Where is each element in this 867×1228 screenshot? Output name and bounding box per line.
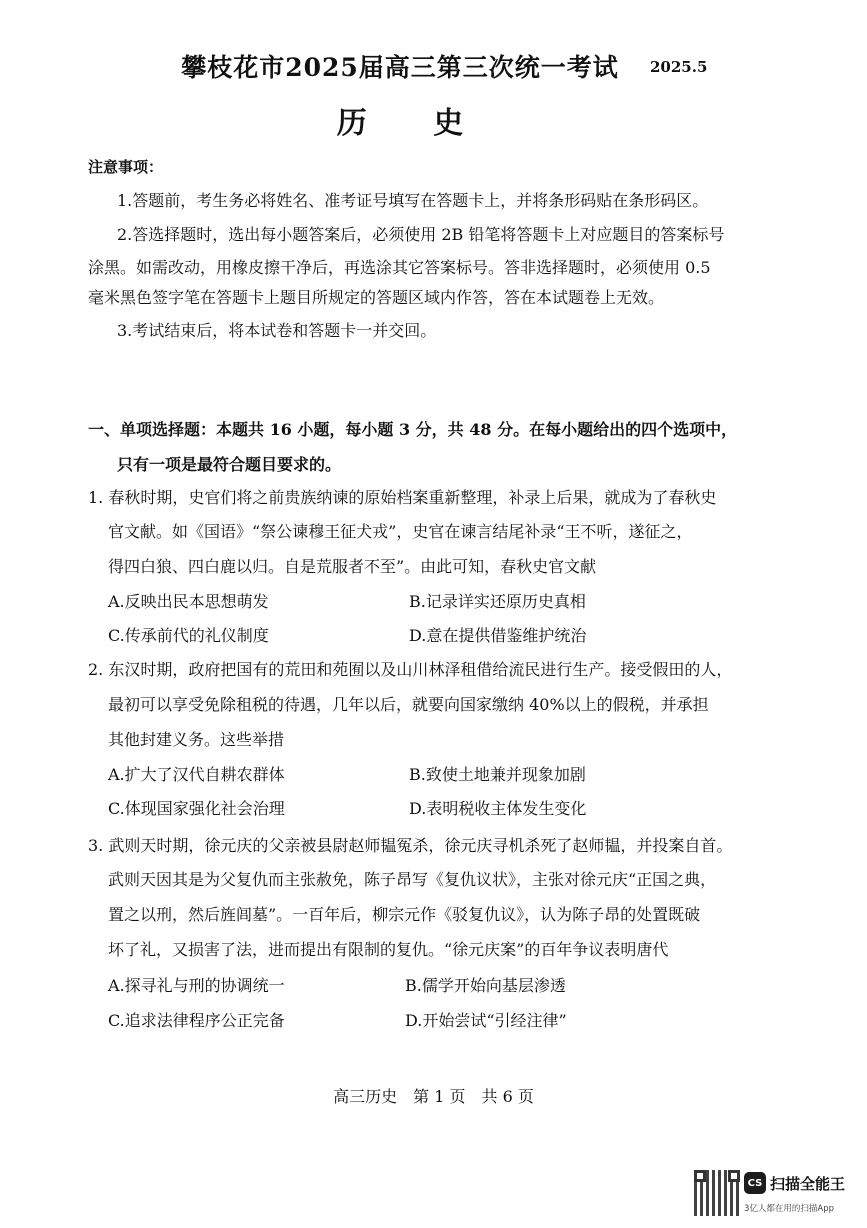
question-text: 坏了礼，又损害了法，进而提出有限制的复仇。“徐元庆案”的百年争议表明唐代	[108, 940, 669, 959]
question-text: 2. 东汉时期，政府把国有的荒田和苑囿以及山川林泽租借给流民进行生产。接受假田的人，	[88, 660, 733, 679]
option-c: C.体现国家强化社会治理	[108, 799, 285, 818]
qr-code-icon	[694, 1170, 740, 1216]
question-text: 3. 武则天时期，徐元庆的父亲被县尉赵师韫冤杀，徐元庆寻机杀死了赵师韫，并投案自首。	[88, 836, 733, 855]
question-text: 1. 春秋时期，史官们将之前贵族纳谏的原始档案重新整理，补录上后果，就成为了春秋史	[88, 488, 717, 507]
option-a: A.反映出民本思想萌发	[108, 592, 269, 611]
option-d: D.开始尝试“引经注律”	[405, 1011, 567, 1030]
question-text: 最初可以享受免除租税的待遇，几年以后，就要向国家缴纳 40%以上的假税，并承担	[108, 695, 709, 714]
question-text: 其他封建义务。这些举措	[108, 730, 285, 749]
section-heading: 一、单项选择题：本题共 16 小题，每小题 3 分，共 48 分。在每小题给出的四个选项中，	[88, 420, 738, 439]
option-b: B.记录详实还原历史真相	[409, 592, 586, 611]
option-a: A.探寻礼与刑的协调统一	[108, 976, 285, 995]
question-text: 得四白狼、四白鹿以归。自是荒服者不至”。由此可知，春秋史官文献	[108, 557, 597, 576]
option-b: B.儒学开始向基层渗透	[405, 976, 566, 995]
option-d: D.表明税收主体发生变化	[409, 799, 587, 818]
notice-line: 2.答选择题时，选出每小题答案后，必须使用 2B 铅笔将答题卡上对应题目的答案标号	[117, 225, 725, 244]
option-a: A.扩大了汉代自耕农群体	[108, 765, 285, 784]
subject-title: 历 史	[336, 106, 492, 141]
option-b: B.致使土地兼并现象加剧	[409, 765, 586, 784]
notice-line: 毫米黑色签字笔在答题卡上题目所规定的答题区域内作答，答在本试题卷上无效。	[88, 288, 665, 307]
notice-line: 3.考试结束后，将本试卷和答题卡一并交回。	[117, 321, 437, 340]
notice-line: 涂黑。如需改动，用橡皮擦干净后，再选涂其它答案标号。答非选择题时，必须使用 0.5	[88, 258, 711, 277]
question-text: 置之以刑，然后旌闾墓”。一百年后，柳宗元作《驳复仇议》，认为陈子昂的处置既破	[108, 905, 701, 924]
camscanner-logo-icon: CS	[744, 1172, 766, 1194]
camscanner-name: 扫描全能王	[770, 1175, 846, 1193]
page-footer: 高三历史 第 1 页 共 6 页	[333, 1087, 534, 1106]
question-text: 官文献。如《国语》“祭公谏穆王征犬戎”，史官在谏言结尾补录“王不听，遂征之，	[108, 522, 693, 541]
option-d: D.意在提供借鉴维护统治	[409, 626, 587, 645]
section-heading-cont: 只有一项是最符合题目要求的。	[117, 455, 342, 474]
camscanner-tagline: 3亿人都在用的扫描App	[744, 1204, 835, 1214]
exam-date: 2025.5	[650, 58, 708, 76]
notice-line: 1.答题前，考生务必将姓名、准考证号填写在答题卡上，并将条形码贴在条形码区。	[117, 191, 709, 210]
exam-title: 攀枝花市2025届高三第三次统一考试	[181, 53, 619, 82]
option-c: C.传承前代的礼仪制度	[108, 626, 269, 645]
option-c: C.追求法律程序公正完备	[108, 1011, 285, 1030]
question-text: 武则天因其是为父复仇而主张赦免，陈子昂写《复仇议状》，主张对徐元庆“正国之典，	[108, 870, 717, 889]
notice-heading: 注意事项：	[88, 158, 164, 176]
